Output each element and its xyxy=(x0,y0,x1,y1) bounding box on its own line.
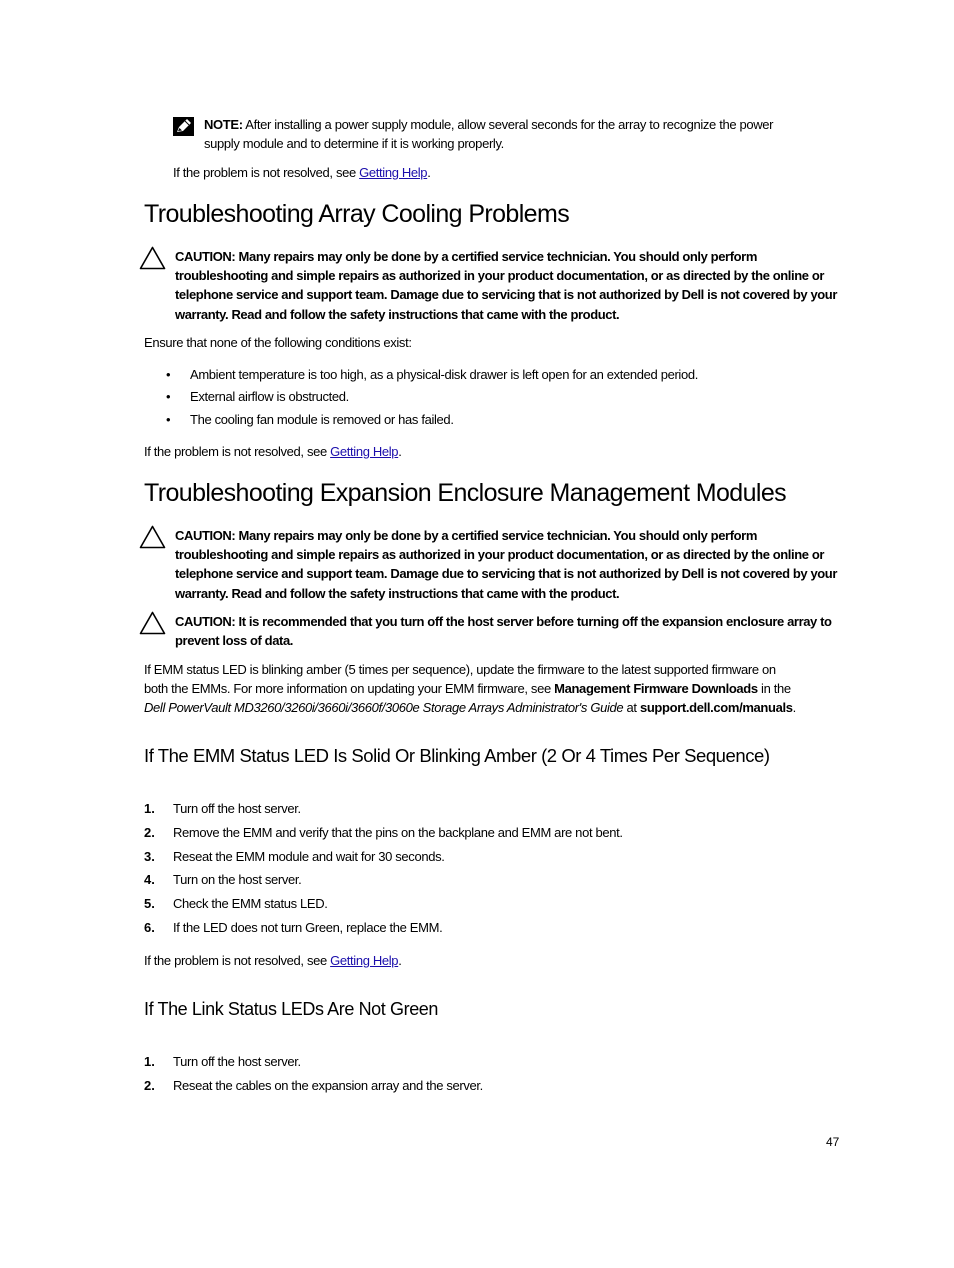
emm-caution2-icon xyxy=(139,611,166,635)
note-text-line2: supply module and to determine if it is working properly. xyxy=(204,136,504,151)
step-number: 5. xyxy=(144,896,155,911)
led-help-prefix: If the problem is not resolved, see xyxy=(144,953,331,968)
emm-caution1-line: telephone service and support team. Damage due to servicing that is not authorized by Dell is not covered by your xyxy=(175,566,838,582)
step-text: Check the EMM status LED. xyxy=(173,896,328,911)
emm-caution1-line: warranty. Read and follow the safety instructions that came with the product. xyxy=(175,585,620,601)
emm-caution1-line: troubleshooting and simple repairs as authorized in your product documentation, or as directed by the online or xyxy=(175,547,825,563)
cooling-help-line xyxy=(144,442,401,461)
page-number: 47 xyxy=(826,1135,840,1149)
psu-help-suffix: . xyxy=(427,165,431,180)
step-number: 6. xyxy=(144,920,155,935)
note-text xyxy=(204,115,844,134)
step-text: Turn off the host server. xyxy=(173,1054,301,1069)
emm-paragraph-line3 xyxy=(144,698,834,717)
emm-para3-b: at xyxy=(623,700,640,715)
support-url: support.dell.com/manuals xyxy=(639,700,793,715)
note-icon xyxy=(173,117,194,136)
cooling-help-prefix: If the problem is not resolved, see xyxy=(144,444,331,459)
emm-para3-d: . xyxy=(792,700,796,715)
cooling-bullet-list xyxy=(0,365,954,435)
emm-paragraph xyxy=(144,660,834,717)
emm-heading: Troubleshooting Expansion Enclosure Management Modules xyxy=(144,479,787,507)
bullet-dot: • xyxy=(166,367,171,382)
cooling-caution-line: troubleshooting and simple repairs as authorized in your product documentation, or as directed by the online or xyxy=(175,268,825,284)
step-text: Reseat the cables on the expansion array and the server. xyxy=(173,1078,483,1093)
step-number: 2. xyxy=(144,825,155,840)
bullet-text: Ambient temperature is too high, as a physical-disk drawer is left open for an extended period. xyxy=(190,367,698,382)
step-text: Turn on the host server. xyxy=(173,872,302,887)
cooling-heading: Troubleshooting Array Cooling Problems xyxy=(144,200,570,228)
emm-paragraph-line1: If EMM status LED is blinking amber (5 times per sequence), update the firmware to the latest supported firmware on xyxy=(144,662,776,677)
note-text-line1: After installing a power supply module, allow several seconds for the array to recognize the power xyxy=(242,117,774,132)
emm-caution1-line: CAUTION: Many repairs may only be done by a certified service technician. You should only perform xyxy=(175,528,757,543)
link-status-steps xyxy=(0,1052,954,1097)
note-label: NOTE: xyxy=(204,117,243,132)
step-number: 1. xyxy=(144,1054,155,1069)
emm-paragraph-line2 xyxy=(144,679,834,698)
led-amber-steps xyxy=(0,799,954,939)
emm-caution1 xyxy=(175,526,845,603)
psu-help-prefix: If the problem is not resolved, see xyxy=(173,165,360,180)
step-number: 2. xyxy=(144,1078,155,1093)
bullet-dot: • xyxy=(166,389,171,404)
cooling-caution-line: CAUTION: Many repairs may only be done by a certified service technician. You should only perform xyxy=(175,249,757,264)
psu-getting-help-link[interactable]: Getting Help xyxy=(359,165,428,180)
bullet-text: The cooling fan module is removed or has failed. xyxy=(190,412,454,427)
cooling-intro: Ensure that none of the following conditions exist: xyxy=(144,335,412,350)
cooling-getting-help-link[interactable]: Getting Help xyxy=(330,444,399,459)
step-text: Reseat the EMM module and wait for 30 seconds. xyxy=(173,849,445,864)
emm-caution2-line: CAUTION: It is recommended that you turn off the host server before turning off the expansion enclosure array to xyxy=(175,614,832,629)
cooling-caution-line: telephone service and support team. Damage due to servicing that is not authorized by Dell is not covered by your xyxy=(175,287,838,303)
cooling-caution-icon xyxy=(139,246,166,270)
cooling-caution xyxy=(175,247,845,324)
led-amber-heading: If The EMM Status LED Is Solid Or Blinking Amber (2 Or 4 Times Per Sequence) xyxy=(144,745,770,766)
admin-guide-title: Dell PowerVault MD3260/3260i/3660i/3660f/3060e Storage Arrays Administrator's Guide xyxy=(144,700,624,715)
step-text: Remove the EMM and verify that the pins on the backplane and EMM are not bent. xyxy=(173,825,623,840)
step-number: 3. xyxy=(144,849,155,864)
emm-para2-a: both the EMMs. For more information on updating your EMM firmware, see xyxy=(144,681,555,696)
psu-help-line xyxy=(173,163,430,182)
step-number: 1. xyxy=(144,801,155,816)
led-getting-help-link[interactable]: Getting Help xyxy=(330,953,399,968)
firmware-downloads-ref: Management Firmware Downloads xyxy=(554,681,758,696)
step-number: 4. xyxy=(144,872,155,887)
bullet-text: External airflow is obstructed. xyxy=(190,389,349,404)
cooling-help-suffix: . xyxy=(398,444,402,459)
bullet-dot: • xyxy=(166,412,171,427)
cooling-caution-line: warranty. Read and follow the safety instructions that came with the product. xyxy=(175,306,620,322)
step-text: If the LED does not turn Green, replace the EMM. xyxy=(173,920,443,935)
led-help-suffix: . xyxy=(398,953,402,968)
led-amber-help-line xyxy=(144,951,401,970)
link-status-heading: If The Link Status LEDs Are Not Green xyxy=(144,999,439,1019)
step-text: Turn off the host server. xyxy=(173,801,301,816)
emm-caution1-icon xyxy=(139,525,166,549)
emm-para2-c: in the xyxy=(757,681,791,696)
emm-caution2-line: prevent loss of data. xyxy=(175,633,294,649)
emm-caution2 xyxy=(175,612,845,650)
